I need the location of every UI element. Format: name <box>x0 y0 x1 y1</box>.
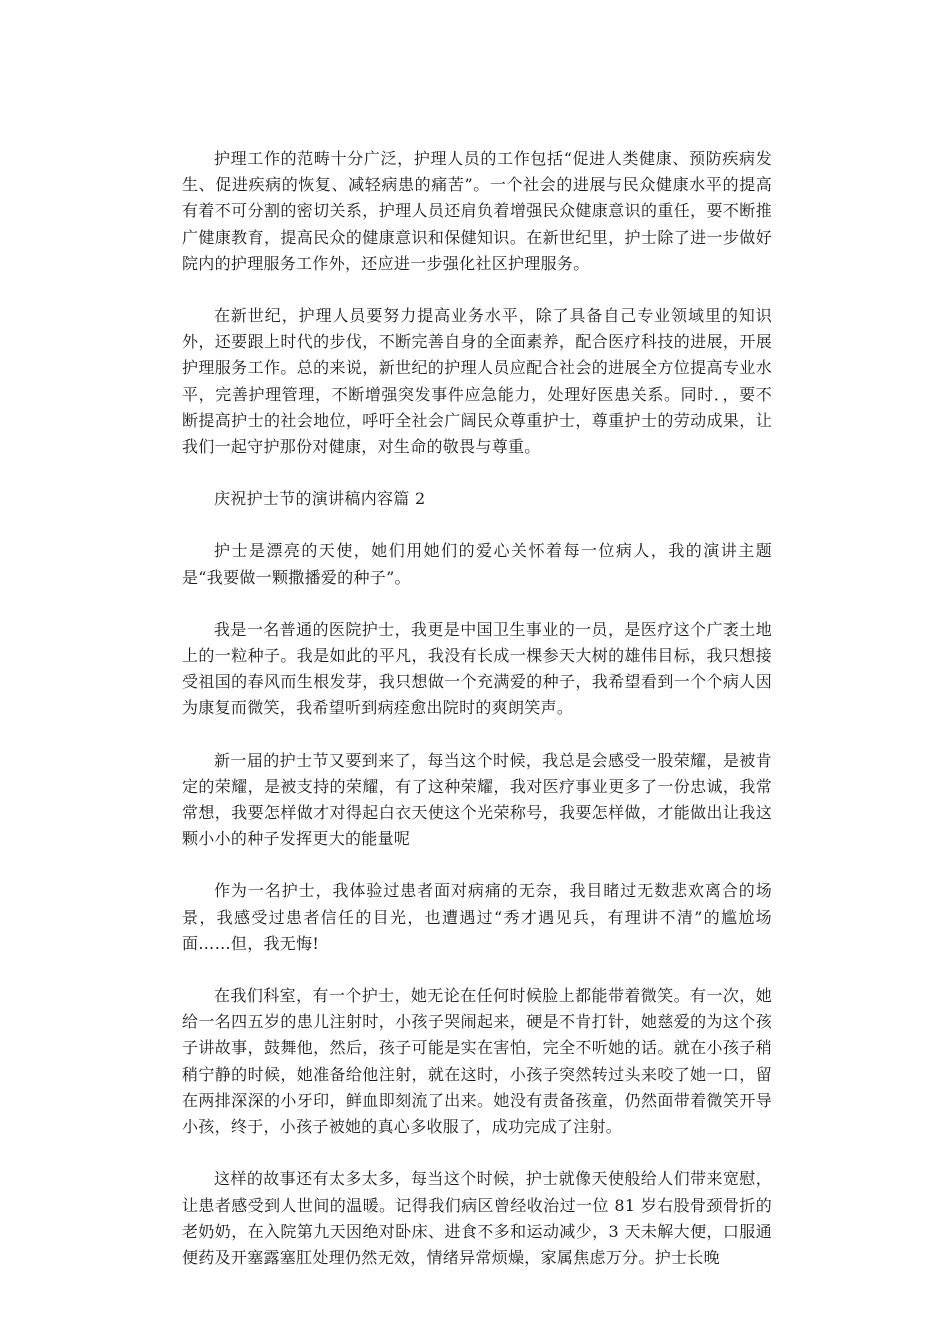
paragraph: 在我们科室，有一个护士，她无论在任何时候脸上都能带着微笑。有一次，她给一名四五岁的患儿注射时，小孩子哭闹起来，硬是不肯打针，她慈爱的为这个孩子讲故事，鼓舞他，然后，孩子可能是实在害怕，完全不听她的话。就在小孩子稍稍宁静的时候，她准备给他注射，就在这时，小孩子突然转过头来咬了她一口，留在两排深深的小牙印，鲜血即刻流了出来。她没有责备孩童，仍然面带着微笑开导小孩，终于，小孩子被她的真心多收服了，成功完成了注射。 <box>182 986 772 1137</box>
paragraph: 作为一名护士，我体验过患者面对病痛的无奈，我目睹过无数悲欢离合的场景，我感受过患者信任的目光，也遭遇过“秀才遇见兵，有理讲不清”的尴尬场面……但，我无悔! <box>182 881 772 953</box>
paragraph: 我是一名普通的医院护士，我更是中国卫生事业的一员，是医疗这个广袤土地上的一粒种子。我是如此的平凡，我没有长成一棵参天大树的雄伟目标，我只想接受祖国的春风而生根发芽，我只想做一个充满爱的种子，我希望看到一个个病人因为康复而微笑，我希望听到病痊愈出院时的爽朗笑声。 <box>182 619 772 718</box>
section-title: 庆祝护士节的演讲稿内容篇 2 <box>214 489 426 509</box>
paragraph: 在新世纪，护理人员要努力提高业务水平，除了具备自己专业领域里的知识外，还要跟上时代的步伐，不断完善自身的全面素养，配合医疗科技的进展，开展护理服务工作。总的来说，新世纪的护理人员应配合社会的进展全方位提高专业水平，完善护理管理，不断增强突发事件应急能力，处理好医患关系。同时．，要不断提高护士的社会地位，呼吁全社会广阔民众尊重护士，尊重护士的劳动成果，让我们一起守护那份对健康，对生命的敬畏与尊重。 <box>182 306 772 457</box>
paragraph: 这样的故事还有太多太多，每当这个时候，护士就像天使般给人们带来宽慰，让患者感受到人世间的温暖。记得我们病区曾经收治过一位 81 岁右股骨颈骨折的老奶奶，在入院第九天因绝对卧床、进食不多和运动减少，3 天未解大便，口服通便药及开塞露塞肛处理仍然无效，情绪异常烦燥，家属焦虑万分。护士长晚 <box>182 1169 772 1267</box>
paragraph: 护理工作的范畴十分广泛，护理人员的工作包括“促进人类健康、预防疾病发生、促进疾病的恢复、减轻病患的痛苦”。一个社会的进展与民众健康水平的提高有着不可分割的密切关系，护理人员还肩负着增强民众健康意识的重任，要不断推广健康教育，提高民众的健康意识和保健知识。在新世纪里，护士除了进一步做好院内的护理服务工作外，还应进一步强化社区护理服务。 <box>182 149 772 273</box>
document-body <box>182 146 772 1297</box>
paragraph: 新一届的护士节又要到来了，每当这个时候，我总是会感受一股荣耀，是被肯定的荣耀，是被支持的荣耀，有了这种荣耀，我对医疗事业更多了一份忠诚，我常常想，我要怎样做才对得起白衣天使这个光荣称号，我要怎样做，才能做出让我这颗小小的种子发挥更大的能量呢 <box>182 750 772 849</box>
paragraph: 护士是漂亮的天使，她们用她们的爱心关怀着每一位病人，我的演讲主题是“我要做一颗撒播爱的种子”。 <box>182 541 772 587</box>
